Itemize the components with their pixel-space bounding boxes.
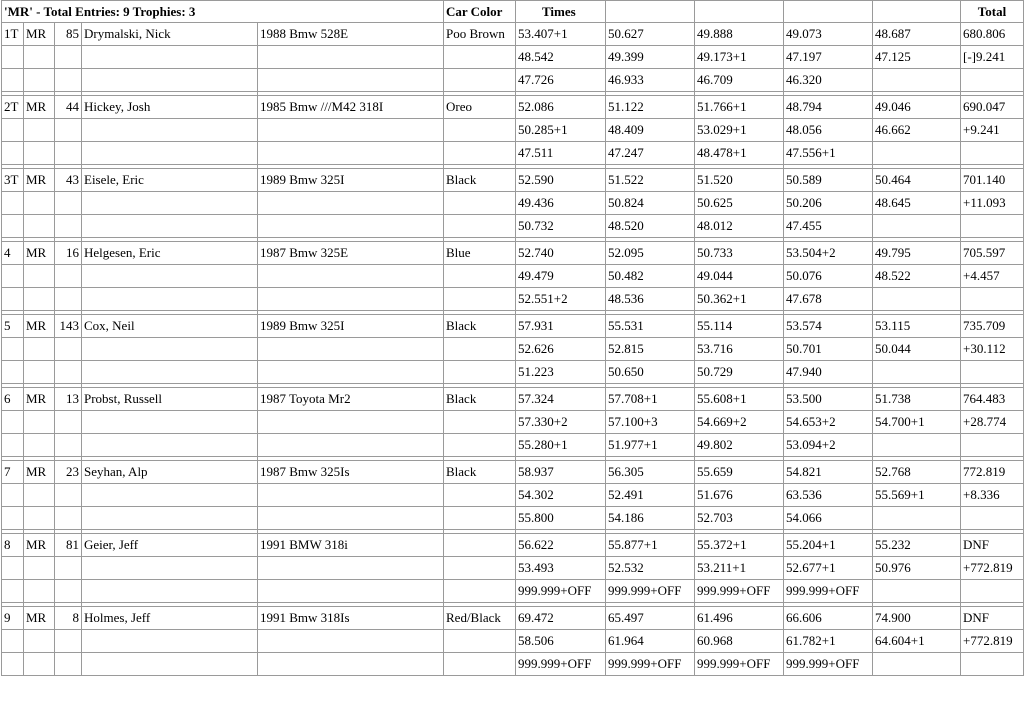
gap-to-previous: +9.241 bbox=[961, 119, 1024, 142]
run-time: 55.531 bbox=[606, 315, 695, 338]
entry-row bbox=[2, 96, 1024, 119]
run-time: 55.569+1 bbox=[873, 484, 961, 507]
run-time: 51.122 bbox=[606, 96, 695, 119]
run-time: 48.522 bbox=[873, 265, 961, 288]
car-number: 8 bbox=[55, 607, 82, 630]
run-time: 50.976 bbox=[873, 557, 961, 580]
run-time: 53.029+1 bbox=[695, 119, 784, 142]
car-model: 1985 Bmw ///M42 318I bbox=[258, 96, 444, 119]
entry-row bbox=[2, 288, 1024, 311]
car-color: Blue bbox=[444, 242, 516, 265]
run-time: 54.653+2 bbox=[784, 411, 873, 434]
total-time: DNF bbox=[961, 607, 1024, 630]
run-time: 57.324 bbox=[516, 388, 606, 411]
run-time bbox=[873, 653, 961, 676]
run-time: 49.795 bbox=[873, 242, 961, 265]
car-model: 1989 Bmw 325I bbox=[258, 315, 444, 338]
run-time: 48.520 bbox=[606, 215, 695, 238]
run-time: 54.302 bbox=[516, 484, 606, 507]
run-time: 57.931 bbox=[516, 315, 606, 338]
run-time: 52.551+2 bbox=[516, 288, 606, 311]
run-time: 52.703 bbox=[695, 507, 784, 530]
entry-row bbox=[2, 361, 1024, 384]
car-color-header: Car Color bbox=[444, 1, 516, 23]
position: 2T bbox=[2, 96, 24, 119]
run-time: 54.821 bbox=[784, 461, 873, 484]
gap-to-previous: +772.819 bbox=[961, 630, 1024, 653]
entry-row bbox=[2, 315, 1024, 338]
entry-row bbox=[2, 557, 1024, 580]
gap-to-previous: +30.112 bbox=[961, 338, 1024, 361]
entry-row bbox=[2, 46, 1024, 69]
run-time: 49.073 bbox=[784, 23, 873, 46]
entry-row bbox=[2, 507, 1024, 530]
run-time: 52.095 bbox=[606, 242, 695, 265]
run-time bbox=[873, 69, 961, 92]
total-time: 680.806 bbox=[961, 23, 1024, 46]
car-color: Black bbox=[444, 388, 516, 411]
run-time: 49.046 bbox=[873, 96, 961, 119]
run-time: 50.627 bbox=[606, 23, 695, 46]
entry-row bbox=[2, 242, 1024, 265]
results-table bbox=[1, 0, 1024, 676]
run-time: 57.330+2 bbox=[516, 411, 606, 434]
class-code: MR bbox=[24, 242, 55, 265]
entry-row bbox=[2, 534, 1024, 557]
run-time: 54.066 bbox=[784, 507, 873, 530]
run-time: 46.709 bbox=[695, 69, 784, 92]
run-time: 47.726 bbox=[516, 69, 606, 92]
run-time: 50.464 bbox=[873, 169, 961, 192]
run-time: 999.999+OFF bbox=[606, 653, 695, 676]
car-number: 85 bbox=[55, 23, 82, 46]
class-code: MR bbox=[24, 461, 55, 484]
run-time: 52.491 bbox=[606, 484, 695, 507]
run-time: 999.999+OFF bbox=[695, 580, 784, 603]
position: 9 bbox=[2, 607, 24, 630]
run-time: 999.999+OFF bbox=[695, 653, 784, 676]
run-time: 47.940 bbox=[784, 361, 873, 384]
position: 5 bbox=[2, 315, 24, 338]
run-time: 52.626 bbox=[516, 338, 606, 361]
car-color: Oreo bbox=[444, 96, 516, 119]
driver-name: Hickey, Josh bbox=[82, 96, 258, 119]
run-time: 61.496 bbox=[695, 607, 784, 630]
car-number: 143 bbox=[55, 315, 82, 338]
run-time: 52.532 bbox=[606, 557, 695, 580]
run-time bbox=[873, 215, 961, 238]
run-time: 69.472 bbox=[516, 607, 606, 630]
run-time: 46.662 bbox=[873, 119, 961, 142]
run-time: 54.700+1 bbox=[873, 411, 961, 434]
position: 3T bbox=[2, 169, 24, 192]
entry-row bbox=[2, 23, 1024, 46]
car-number: 44 bbox=[55, 96, 82, 119]
run-time: 50.285+1 bbox=[516, 119, 606, 142]
entry-row bbox=[2, 461, 1024, 484]
run-time: 66.606 bbox=[784, 607, 873, 630]
total-time: 705.597 bbox=[961, 242, 1024, 265]
run-time: 55.280+1 bbox=[516, 434, 606, 457]
entry-row bbox=[2, 142, 1024, 165]
run-time: 53.407+1 bbox=[516, 23, 606, 46]
entry-row bbox=[2, 411, 1024, 434]
run-time: 52.815 bbox=[606, 338, 695, 361]
car-model: 1991 BMW 318i bbox=[258, 534, 444, 557]
entry-row bbox=[2, 69, 1024, 92]
car-color bbox=[444, 534, 516, 557]
run-time: 48.794 bbox=[784, 96, 873, 119]
entry-row bbox=[2, 653, 1024, 676]
run-time: 55.114 bbox=[695, 315, 784, 338]
run-time: 52.086 bbox=[516, 96, 606, 119]
times-header: Times bbox=[516, 1, 606, 23]
run-time: 47.511 bbox=[516, 142, 606, 165]
total-time: DNF bbox=[961, 534, 1024, 557]
entry-row bbox=[2, 169, 1024, 192]
run-time: 47.125 bbox=[873, 46, 961, 69]
entry-row bbox=[2, 215, 1024, 238]
entry-row bbox=[2, 580, 1024, 603]
class-code: MR bbox=[24, 96, 55, 119]
entry-row bbox=[2, 607, 1024, 630]
run-time: 50.044 bbox=[873, 338, 961, 361]
run-time: 999.999+OFF bbox=[516, 580, 606, 603]
run-time: 53.716 bbox=[695, 338, 784, 361]
run-time: 52.740 bbox=[516, 242, 606, 265]
run-time: 51.676 bbox=[695, 484, 784, 507]
run-time: 53.493 bbox=[516, 557, 606, 580]
run-time: 48.645 bbox=[873, 192, 961, 215]
car-model: 1987 Bmw 325Is bbox=[258, 461, 444, 484]
run-time: 48.478+1 bbox=[695, 142, 784, 165]
run-time: 63.536 bbox=[784, 484, 873, 507]
run-time bbox=[873, 507, 961, 530]
run-time bbox=[873, 142, 961, 165]
run-time: 56.305 bbox=[606, 461, 695, 484]
run-time: 49.436 bbox=[516, 192, 606, 215]
run-time: 47.247 bbox=[606, 142, 695, 165]
total-time: 701.140 bbox=[961, 169, 1024, 192]
entry-row bbox=[2, 265, 1024, 288]
run-time: 55.204+1 bbox=[784, 534, 873, 557]
run-time: 47.197 bbox=[784, 46, 873, 69]
run-time bbox=[873, 434, 961, 457]
run-time: 55.800 bbox=[516, 507, 606, 530]
entry-row bbox=[2, 388, 1024, 411]
run-time: 74.900 bbox=[873, 607, 961, 630]
run-time: 53.211+1 bbox=[695, 557, 784, 580]
run-time: 51.522 bbox=[606, 169, 695, 192]
run-time: 58.506 bbox=[516, 630, 606, 653]
run-time: 61.782+1 bbox=[784, 630, 873, 653]
run-time: 48.542 bbox=[516, 46, 606, 69]
gap-to-previous: +772.819 bbox=[961, 557, 1024, 580]
total-time: 690.047 bbox=[961, 96, 1024, 119]
total-time: 735.709 bbox=[961, 315, 1024, 338]
run-time: 52.677+1 bbox=[784, 557, 873, 580]
run-time: 61.964 bbox=[606, 630, 695, 653]
run-time: 49.044 bbox=[695, 265, 784, 288]
gap-to-previous: [-]9.241 bbox=[961, 46, 1024, 69]
car-color: Black bbox=[444, 461, 516, 484]
class-code: MR bbox=[24, 388, 55, 411]
run-time: 50.206 bbox=[784, 192, 873, 215]
run-time: 48.012 bbox=[695, 215, 784, 238]
run-time: 55.877+1 bbox=[606, 534, 695, 557]
driver-name: Eisele, Eric bbox=[82, 169, 258, 192]
run-time: 55.608+1 bbox=[695, 388, 784, 411]
run-time: 50.729 bbox=[695, 361, 784, 384]
run-time: 51.223 bbox=[516, 361, 606, 384]
car-number: 13 bbox=[55, 388, 82, 411]
run-time: 46.933 bbox=[606, 69, 695, 92]
run-time: 50.701 bbox=[784, 338, 873, 361]
run-time: 54.186 bbox=[606, 507, 695, 530]
run-time: 51.520 bbox=[695, 169, 784, 192]
car-number: 43 bbox=[55, 169, 82, 192]
car-model: 1987 Bmw 325E bbox=[258, 242, 444, 265]
class-code: MR bbox=[24, 534, 55, 557]
car-number: 16 bbox=[55, 242, 82, 265]
car-model: 1988 Bmw 528E bbox=[258, 23, 444, 46]
run-time: 53.115 bbox=[873, 315, 961, 338]
car-model: 1989 Bmw 325I bbox=[258, 169, 444, 192]
total-header: Total bbox=[961, 1, 1024, 23]
driver-name: Cox, Neil bbox=[82, 315, 258, 338]
run-time: 999.999+OFF bbox=[516, 653, 606, 676]
run-time: 47.678 bbox=[784, 288, 873, 311]
run-time: 48.536 bbox=[606, 288, 695, 311]
position: 1T bbox=[2, 23, 24, 46]
gap-to-previous: +28.774 bbox=[961, 411, 1024, 434]
run-time: 50.482 bbox=[606, 265, 695, 288]
car-color: Poo Brown bbox=[444, 23, 516, 46]
run-time: 48.687 bbox=[873, 23, 961, 46]
class-code: MR bbox=[24, 315, 55, 338]
run-time: 50.625 bbox=[695, 192, 784, 215]
run-time: 51.738 bbox=[873, 388, 961, 411]
run-time: 53.500 bbox=[784, 388, 873, 411]
run-time: 57.708+1 bbox=[606, 388, 695, 411]
run-time: 50.650 bbox=[606, 361, 695, 384]
run-time: 999.999+OFF bbox=[784, 580, 873, 603]
position: 7 bbox=[2, 461, 24, 484]
run-time: 55.372+1 bbox=[695, 534, 784, 557]
position: 8 bbox=[2, 534, 24, 557]
run-time: 55.232 bbox=[873, 534, 961, 557]
run-time: 54.669+2 bbox=[695, 411, 784, 434]
run-time: 53.574 bbox=[784, 315, 873, 338]
run-time: 50.589 bbox=[784, 169, 873, 192]
position: 4 bbox=[2, 242, 24, 265]
run-time: 51.766+1 bbox=[695, 96, 784, 119]
run-time: 55.659 bbox=[695, 461, 784, 484]
entry-row bbox=[2, 338, 1024, 361]
car-color: Black bbox=[444, 169, 516, 192]
gap-to-previous: +11.093 bbox=[961, 192, 1024, 215]
car-model: 1991 Bmw 318Is bbox=[258, 607, 444, 630]
entry-row bbox=[2, 119, 1024, 142]
car-number: 23 bbox=[55, 461, 82, 484]
entry-row bbox=[2, 192, 1024, 215]
run-time: 60.968 bbox=[695, 630, 784, 653]
run-time: 47.556+1 bbox=[784, 142, 873, 165]
run-time: 50.362+1 bbox=[695, 288, 784, 311]
run-time: 49.173+1 bbox=[695, 46, 784, 69]
run-time bbox=[873, 580, 961, 603]
total-time: 764.483 bbox=[961, 388, 1024, 411]
class-code: MR bbox=[24, 169, 55, 192]
driver-name: Holmes, Jeff bbox=[82, 607, 258, 630]
run-time: 64.604+1 bbox=[873, 630, 961, 653]
run-time: 50.076 bbox=[784, 265, 873, 288]
run-time: 52.590 bbox=[516, 169, 606, 192]
run-time: 50.733 bbox=[695, 242, 784, 265]
run-time: 53.504+2 bbox=[784, 242, 873, 265]
run-time: 50.824 bbox=[606, 192, 695, 215]
run-time: 52.768 bbox=[873, 461, 961, 484]
driver-name: Probst, Russell bbox=[82, 388, 258, 411]
run-time: 49.399 bbox=[606, 46, 695, 69]
run-time bbox=[873, 361, 961, 384]
run-time: 999.999+OFF bbox=[784, 653, 873, 676]
driver-name: Seyhan, Alp bbox=[82, 461, 258, 484]
entry-row bbox=[2, 484, 1024, 507]
car-number: 81 bbox=[55, 534, 82, 557]
class-code: MR bbox=[24, 23, 55, 46]
driver-name: Geier, Jeff bbox=[82, 534, 258, 557]
driver-name: Drymalski, Nick bbox=[82, 23, 258, 46]
run-time: 57.100+3 bbox=[606, 411, 695, 434]
driver-name: Helgesen, Eric bbox=[82, 242, 258, 265]
run-time: 65.497 bbox=[606, 607, 695, 630]
gap-to-previous: +8.336 bbox=[961, 484, 1024, 507]
run-time: 46.320 bbox=[784, 69, 873, 92]
total-time: 772.819 bbox=[961, 461, 1024, 484]
run-time: 48.409 bbox=[606, 119, 695, 142]
run-time bbox=[873, 288, 961, 311]
run-time: 47.455 bbox=[784, 215, 873, 238]
entry-row bbox=[2, 630, 1024, 653]
run-time: 49.479 bbox=[516, 265, 606, 288]
car-color: Red/Black bbox=[444, 607, 516, 630]
class-code: MR bbox=[24, 607, 55, 630]
position: 6 bbox=[2, 388, 24, 411]
run-time: 50.732 bbox=[516, 215, 606, 238]
car-model: 1987 Toyota Mr2 bbox=[258, 388, 444, 411]
run-time: 48.056 bbox=[784, 119, 873, 142]
run-time: 49.888 bbox=[695, 23, 784, 46]
gap-to-previous: +4.457 bbox=[961, 265, 1024, 288]
run-time: 49.802 bbox=[695, 434, 784, 457]
run-time: 999.999+OFF bbox=[606, 580, 695, 603]
run-time: 56.622 bbox=[516, 534, 606, 557]
run-time: 53.094+2 bbox=[784, 434, 873, 457]
car-color: Black bbox=[444, 315, 516, 338]
run-time: 51.977+1 bbox=[606, 434, 695, 457]
class-title: 'MR' - Total Entries: 9 Trophies: 3 bbox=[2, 1, 444, 23]
entry-row bbox=[2, 434, 1024, 457]
run-time: 58.937 bbox=[516, 461, 606, 484]
header-row bbox=[2, 1, 1024, 23]
